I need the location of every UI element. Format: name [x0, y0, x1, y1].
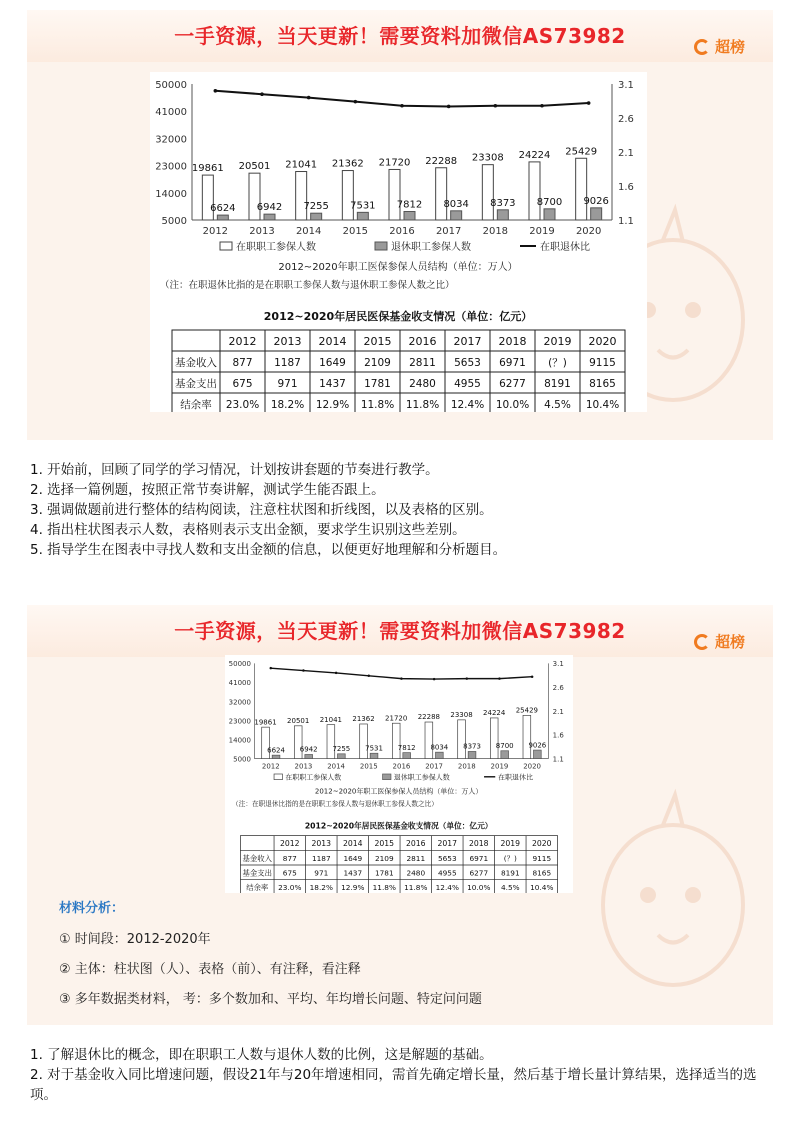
table-header-cell: 2019 [543, 335, 572, 348]
table-row-label: 基金支出 [175, 378, 217, 390]
data-label-retired: 8700 [536, 196, 563, 208]
y-tick-label-left: 41000 [228, 679, 251, 688]
ratio-point [540, 104, 544, 108]
ratio-point [307, 96, 311, 100]
ratio-point [400, 104, 404, 108]
bar-in-service [389, 169, 400, 220]
banner [27, 10, 773, 62]
bar-retired [338, 754, 346, 759]
y-tick-label-right: 3.1 [618, 80, 634, 91]
x-tick-label: 2017 [435, 226, 462, 237]
table-cell: 6971 [469, 853, 489, 863]
table-cell: 6277 [469, 868, 489, 878]
table-header-cell: 2012 [280, 839, 300, 849]
bar-in-service [523, 715, 531, 758]
legend-label: 在职退休比 [498, 773, 534, 782]
analysis-title: 材料分析： [59, 901, 125, 916]
table-cell: 971 [314, 868, 329, 878]
legend-label: 退休职工参保人数 [391, 242, 471, 253]
bar-in-service [490, 718, 498, 759]
bar-retired [497, 210, 508, 220]
ratio-point [368, 675, 371, 678]
y-tick-label-right: 2.1 [618, 148, 634, 159]
table-header-cell: 2014 [318, 335, 347, 348]
analysis-item: ① 时间段：2012-2020年 [59, 932, 211, 947]
bar-in-service [576, 158, 587, 220]
bar-retired [534, 750, 542, 759]
table-cell: 11.8% [360, 399, 395, 411]
data-label-retired: 8034 [443, 198, 469, 210]
table-cell: 18.2% [270, 399, 305, 411]
table-cell: 1781 [374, 868, 394, 878]
note-line: 3. 强调做题前进行整体的结构阅读，注意柱状图和折线图，以及表格的区别。 [30, 502, 493, 518]
table-header-cell: 2018 [498, 335, 527, 348]
table-header-cell: 2016 [406, 839, 426, 849]
table-cell: 1649 [319, 357, 346, 369]
bar-in-service [436, 168, 447, 220]
table-cell: 877 [232, 357, 253, 369]
x-tick-label: 2015 [342, 226, 369, 237]
data-label-in-service: 21041 [285, 159, 318, 171]
y-tick-label-left: 5000 [161, 216, 187, 227]
table-cell: 2109 [374, 853, 394, 863]
ratio-point [335, 672, 338, 675]
data-label-retired: 6624 [210, 203, 236, 215]
y-tick-label-left: 32000 [155, 134, 187, 146]
table-title: 2012~2020年居民医保基金收支情况（单位：亿元） [304, 821, 493, 831]
note-line: 2. 对于基金收入同比增速问题，假设21年与20年增速相同，需首先确定增长量，然后基于增长量计算结果，选择适当的选项。 [30, 1067, 757, 1103]
table-cell: 4955 [437, 868, 457, 878]
table-cell: 1649 [343, 853, 363, 863]
brand-logo-text: 超榜 [714, 633, 745, 651]
table-header-cell: 2015 [374, 839, 395, 849]
table-cell: 2480 [406, 868, 426, 878]
legend-label: 在职退休比 [540, 242, 590, 253]
data-label-in-service: 21720 [385, 714, 408, 723]
note-line: 5. 指导学生在图表中寻找人数和支出金额的信息，以便更好地理解和分析题目。 [30, 542, 507, 558]
table-header-cell: 2017 [437, 839, 458, 849]
data-label-in-service: 24224 [483, 709, 506, 718]
bar-retired [305, 754, 313, 758]
table-header-cell: 2016 [408, 335, 437, 348]
table-cell: 4.5% [544, 399, 571, 411]
table-cell: 2811 [406, 853, 426, 863]
banner-text: 一手资源，当天更新！需要资料加微信AS73982 [174, 24, 626, 48]
chart-caption: 2012~2020年职工医保参保人员结构（单位：万人） [278, 262, 518, 273]
data-label-in-service: 21720 [378, 157, 411, 169]
data-label-retired: 7531 [365, 744, 383, 753]
data-label-retired: 8373 [463, 742, 481, 751]
table-cell: 10.4% [585, 399, 620, 411]
table-row-label: 结余率 [180, 399, 212, 411]
y-tick-label-left: 50000 [155, 80, 187, 91]
table-cell: 1781 [364, 378, 391, 390]
x-tick-label: 2016 [392, 762, 411, 771]
bar-in-service [458, 720, 466, 759]
bar-retired [591, 208, 602, 220]
data-label-retired: 8700 [495, 741, 514, 750]
table-header-cell: 2019 [500, 839, 521, 849]
x-tick-label: 2018 [482, 226, 509, 237]
brand-logo-text: 超榜 [714, 38, 745, 56]
bar-in-service [360, 724, 368, 759]
y-tick-label-right: 2.6 [552, 684, 564, 692]
bar-retired [272, 755, 280, 758]
y-tick-label-left: 23000 [155, 161, 187, 173]
y-tick-label-left: 50000 [228, 660, 251, 669]
data-label-retired: 7255 [303, 201, 329, 213]
chart-note: （注：在职退休比指的是在职职工参保人数与退休职工参保人数之比） [232, 800, 438, 809]
bar-in-service [296, 172, 307, 220]
analysis-item: ② 主体：柱状图（人）、表格（前）、有注释，看注释 [59, 962, 361, 977]
x-tick-label: 2015 [359, 762, 378, 771]
table-cell: 675 [232, 378, 253, 390]
x-tick-label: 2016 [389, 226, 415, 237]
y-tick-label-right: 3.1 [552, 660, 564, 669]
data-label-in-service: 19861 [191, 163, 224, 175]
bar-retired [403, 753, 411, 759]
table-cell: 6277 [499, 378, 526, 390]
table-cell: 8165 [589, 378, 616, 390]
ratio-point [354, 100, 358, 104]
table-cell: 675 [282, 868, 297, 878]
figure-2 [225, 655, 573, 893]
table-header-cell: 2013 [311, 839, 332, 849]
table-row-label: 基金支出 [242, 868, 272, 878]
y-tick-label-right: 2.1 [552, 707, 564, 716]
data-label-retired: 7812 [397, 743, 416, 752]
x-tick-label: 2014 [327, 762, 346, 771]
brand-logo [694, 36, 745, 57]
bar-in-service [529, 162, 540, 220]
y-tick-label-left: 41000 [155, 107, 187, 119]
table-cell: 18.2% [309, 883, 333, 893]
chart-figure-2 [225, 655, 573, 893]
y-tick-label-left: 32000 [228, 698, 251, 707]
x-tick-label: 2013 [294, 762, 313, 771]
table-cell: 10.0% [495, 399, 530, 411]
bar-in-service [482, 165, 493, 220]
table-header-cell: 2020 [588, 335, 617, 348]
table-cell: 971 [277, 378, 298, 390]
y-tick-label-right: 1.1 [552, 755, 564, 764]
x-tick-label: 2019 [490, 762, 509, 771]
analysis-item: ③ 多年数据类材料， 考：多个数加和、平均、年均增长问题、特定问问题 [59, 992, 482, 1007]
data-label-retired: 7812 [396, 199, 423, 211]
legend-swatch-retired [375, 242, 387, 250]
table-row-label: 基金收入 [175, 357, 217, 369]
bar-in-service [425, 722, 433, 759]
table-cell: 9115 [532, 853, 552, 863]
material-analysis [59, 897, 579, 1018]
table-cell: 5653 [437, 853, 457, 863]
table-cell: 1187 [311, 853, 331, 863]
y-tick-label-right: 1.6 [552, 731, 564, 740]
data-label-retired: 7255 [332, 745, 351, 754]
bar-retired [468, 751, 476, 758]
chart-caption: 2012~2020年职工医保参保人员结构（单位：万人） [314, 787, 483, 796]
bar-retired [311, 213, 322, 220]
data-label-in-service: 21362 [331, 158, 364, 170]
table-cell: 11.8% [404, 883, 428, 893]
data-label-retired: 6624 [267, 746, 285, 755]
mascot-icon [563, 785, 763, 1015]
table-cell: 12.4% [450, 399, 485, 411]
data-label-in-service: 23308 [471, 152, 504, 164]
figure-1 [150, 72, 647, 412]
bar-in-service [327, 725, 335, 759]
bar-retired [451, 211, 462, 220]
data-label-in-service: 20501 [287, 717, 310, 726]
slide-2 [27, 605, 773, 1025]
banner [27, 605, 773, 657]
table-title: 2012~2020年居民医保基金收支情况（单位：亿元） [263, 310, 533, 323]
ratio-point [447, 105, 451, 109]
data-label-in-service: 19861 [254, 718, 277, 727]
ratio-point [270, 667, 273, 670]
note-line: 1. 开始前，回顾了同学的学习情况，计划按讲套题的节奏进行教学。 [30, 462, 439, 478]
data-label-in-service: 24224 [518, 149, 551, 161]
table-cell: 9115 [589, 357, 616, 369]
table-cell: 6971 [499, 357, 526, 369]
data-label-retired: 6942 [299, 745, 318, 754]
ratio-point [498, 677, 501, 680]
ratio-point [587, 101, 591, 105]
table-header-cell: 2012 [228, 335, 257, 348]
y-tick-label-right: 1.6 [618, 182, 634, 193]
brand-logo [694, 631, 745, 652]
data-label-retired: 8373 [490, 197, 516, 209]
table-cell: 1437 [343, 868, 363, 878]
x-tick-label: 2012 [202, 226, 229, 237]
data-label-retired: 9026 [583, 195, 609, 207]
legend-swatch-in-service [220, 242, 232, 250]
chart-figure-1 [150, 72, 647, 412]
table-header-cell: 2013 [273, 335, 302, 348]
data-label-retired: 9026 [528, 741, 547, 750]
data-label-in-service: 21362 [352, 715, 375, 724]
table-cell: 5653 [454, 357, 481, 369]
bar-retired [501, 751, 509, 759]
data-label-in-service: 25429 [515, 706, 539, 715]
table-cell: 877 [282, 853, 297, 863]
ratio-point [531, 675, 534, 678]
x-tick-label: 2014 [295, 226, 322, 237]
y-tick-label-right: 1.1 [618, 216, 634, 227]
data-label-retired: 7531 [350, 200, 376, 212]
table-cell: (？) [548, 357, 567, 369]
y-tick-label-left: 14000 [228, 736, 251, 745]
legend-swatch-in-service [274, 774, 282, 780]
table-header-cell: 2018 [469, 839, 489, 849]
table-header-cell: 2017 [453, 335, 482, 348]
data-label-retired: 8034 [430, 743, 449, 752]
bar-in-service [392, 723, 400, 758]
legend-label: 在职职工参保人数 [236, 242, 316, 253]
legend-label: 退休职工参保人数 [393, 773, 450, 782]
table-cell: 11.8% [372, 883, 396, 893]
y-tick-label-left: 5000 [233, 755, 251, 764]
brand-logo-icon [694, 634, 710, 650]
table-cell: 23.0% [278, 883, 302, 893]
note-line: 1. 了解退休比的概念，即在职职工人数与退休人数的比例，这是解题的基础。 [30, 1047, 493, 1063]
table-cell: 10.0% [467, 883, 491, 893]
chart-note: （注：在职退休比指的是在职职工参保人数与退休职工参保人数之比） [160, 280, 455, 291]
x-tick-label: 2012 [261, 762, 280, 771]
table-cell: 1187 [274, 357, 301, 369]
note-line: 4. 指出柱状图表示人数，表格则表示支出金额，要求学生识别这些差别。 [30, 522, 466, 538]
ratio-point [433, 678, 436, 681]
table-cell: 12.4% [435, 883, 459, 893]
notes-1 [30, 460, 775, 560]
ratio-point [214, 89, 218, 93]
table-header-cell: 2015 [363, 335, 392, 348]
table-cell: 2109 [364, 357, 391, 369]
ratio-point [260, 92, 264, 96]
bar-retired [436, 752, 444, 758]
x-tick-label: 2020 [523, 762, 542, 771]
table-cell: 23.0% [225, 399, 260, 411]
table-cell: 4955 [454, 378, 481, 390]
legend-swatch-retired [383, 774, 391, 780]
bar-retired [544, 209, 555, 220]
table-cell: 11.8% [405, 399, 440, 411]
notes-2 [30, 1045, 775, 1105]
table-cell: 2811 [409, 357, 436, 369]
x-tick-label: 2017 [425, 762, 444, 771]
table-cell: (？) [503, 853, 517, 863]
bar-retired [404, 212, 415, 220]
table-header-cell: 2020 [532, 839, 552, 849]
data-label-in-service: 21041 [319, 715, 343, 724]
x-tick-label: 2018 [457, 762, 476, 771]
table-cell: 4.5% [500, 883, 520, 893]
data-label-in-service: 23308 [450, 711, 473, 720]
table-cell: 2480 [409, 378, 436, 390]
data-label-in-service: 22288 [417, 713, 441, 722]
y-tick-label-left: 23000 [228, 717, 251, 726]
table-cell: 1437 [319, 378, 346, 390]
x-tick-label: 2019 [529, 226, 555, 237]
x-tick-label: 2020 [575, 226, 602, 237]
bar-in-service [342, 171, 353, 220]
table-cell: 8191 [500, 868, 520, 878]
table-header-cell: 2014 [343, 839, 363, 849]
x-tick-label: 2013 [249, 226, 275, 237]
banner-text: 一手资源，当天更新！需要资料加微信AS73982 [174, 619, 626, 643]
data-label-in-service: 22288 [425, 155, 458, 167]
legend-label: 在职职工参保人数 [285, 773, 342, 782]
y-tick-label-right: 2.6 [618, 114, 634, 125]
bar-retired [217, 215, 228, 220]
table-row-label: 基金收入 [242, 853, 272, 863]
table-cell: 10.4% [530, 883, 554, 893]
ratio-point [302, 669, 305, 672]
data-label-retired: 6942 [256, 202, 283, 214]
bar-retired [370, 753, 378, 758]
bar-retired [264, 214, 275, 220]
ratio-point [400, 677, 403, 680]
table-cell: 8191 [544, 378, 571, 390]
ratio-point [466, 677, 469, 680]
slide-1 [27, 10, 773, 440]
ratio-point [494, 104, 498, 108]
data-label-in-service: 20501 [238, 161, 271, 173]
brand-logo-icon [694, 39, 710, 55]
table-cell: 8165 [532, 868, 552, 878]
data-label-in-service: 25429 [565, 146, 598, 158]
table-row-label: 结余率 [246, 883, 269, 893]
bar-retired [357, 212, 368, 220]
table-cell: 12.9% [341, 883, 365, 893]
note-line: 2. 选择一篇例题，按照正常节奏讲解，测试学生能否跟上。 [30, 482, 385, 498]
table-cell: 12.9% [315, 399, 350, 411]
y-tick-label-left: 14000 [155, 188, 187, 200]
